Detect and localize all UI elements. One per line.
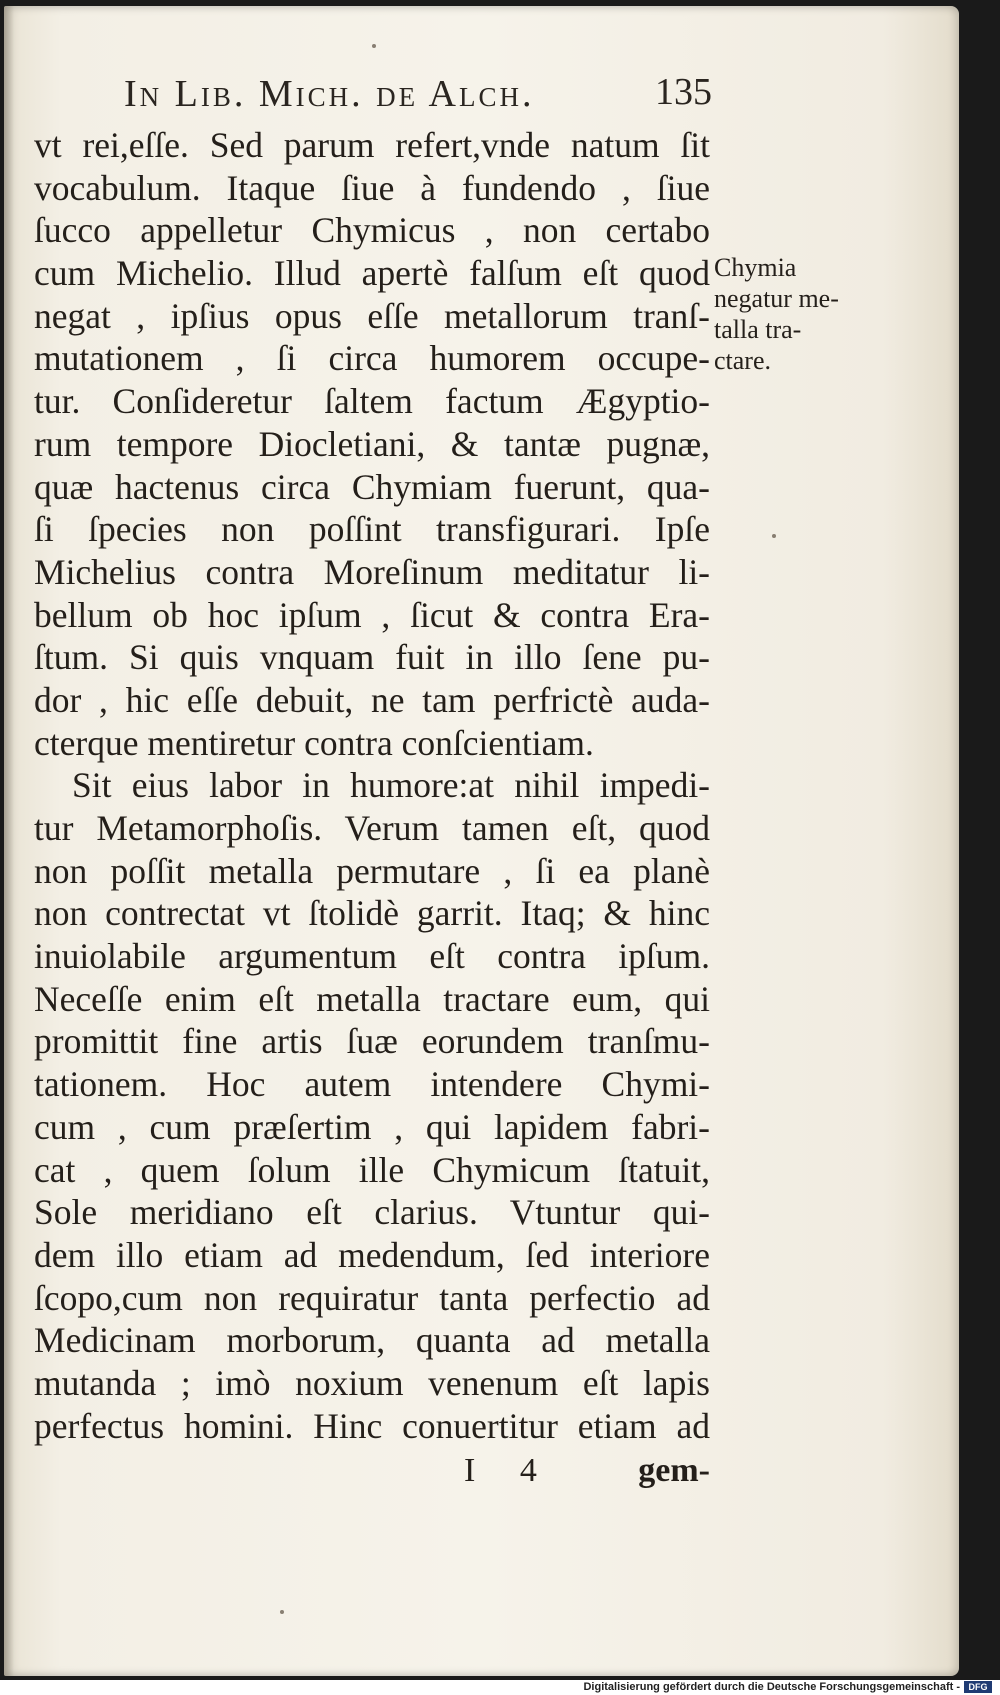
- marginal-note-line: talla tra-: [714, 315, 802, 344]
- paper-speck: [772, 534, 776, 538]
- body-text: [34, 124, 710, 1447]
- text-line: mutanda ; imò noxium venenum eſt lapis: [34, 1362, 710, 1403]
- text-line: ſucco appelletur Chymicus , non certabo: [34, 210, 710, 251]
- signature-mark: I 4: [464, 1452, 555, 1489]
- text-line: inuiolabile argumentum eſt contra ipſum.: [34, 936, 710, 977]
- catchword: gem-: [638, 1452, 710, 1489]
- text-line: Neceſſe enim eſt metalla tractare eum, qui: [34, 978, 710, 1019]
- text-line: negat , ipſius opus eſſe metallorum tranſ-: [34, 295, 710, 336]
- text-line: Sit eius labor in humore:at nihil impedi-: [72, 765, 710, 806]
- text-line: tationem. Hoc autem intendere Chymi-: [34, 1064, 710, 1105]
- text-line: dor , hic eſſe debuit, ne tam perfrictè auda-: [34, 679, 710, 720]
- text-line: non contrectat vt ſtolidè garrit. Itaq; & hinc: [34, 893, 710, 934]
- dfg-logo: DFG: [964, 1681, 992, 1693]
- text-line: non poſſit metalla permutare , ſi ea planè: [34, 850, 710, 891]
- text-line: cat , quem ſolum ille Chymicum ſtatuit,: [34, 1149, 710, 1190]
- text-line: cterque mentiretur contra conſcientiam.: [34, 722, 594, 763]
- text-line: tur Metamorphoſis. Verum tamen eſt, quod: [34, 808, 710, 848]
- text-line: ſi ſpecies non poſſint transfigurari. Ipſe: [34, 509, 710, 550]
- text-line: perfectus homini. Hinc conuertitur etiam ad: [34, 1405, 710, 1446]
- page-footer-line: [34, 1452, 710, 1496]
- marginal-note-line: negatur me-: [714, 284, 839, 313]
- text-line: ſcopo,cum non requiratur tanta perfectio ad: [34, 1277, 710, 1318]
- running-head: In Lib. Mich. de Alch.: [124, 73, 535, 115]
- text-line: mutationem , ſi circa humorem occupe-: [34, 338, 710, 379]
- page-gutter-shadow: [4, 6, 14, 1676]
- text-line: vocabulum. Itaque ſiue à fundendo , ſiue: [34, 167, 710, 208]
- marginal-note: [714, 252, 874, 376]
- paper-speck: [372, 44, 376, 48]
- text-line: cum , cum præſertim , qui lapidem fabri-: [34, 1106, 710, 1147]
- digitization-credit: Digitalisierung gefördert durch die Deutsche Forschungsgemeinschaft -: [583, 1681, 960, 1693]
- marginal-note-line: ctare.: [714, 346, 772, 375]
- text-line: tur. Conſideretur ſaltem factum Ægyptio-: [34, 381, 710, 422]
- text-line: dem illo etiam ad medendum, ſed interiore: [34, 1234, 710, 1275]
- text-line: Michelius contra Moreſinum meditatur li-: [34, 551, 710, 592]
- text-line: Medicinam morborum, quanta ad metalla: [34, 1320, 710, 1361]
- text-line: cum Michelio. Illud apertè falſum eſt quod: [34, 253, 710, 294]
- text-line: Sole meridiano eſt clarius. Vtuntur qui-: [34, 1192, 710, 1233]
- paper-speck: [280, 1610, 284, 1614]
- text-line: ſtum. Si quis vnquam fuit in illo ſene pu-: [34, 637, 710, 678]
- text-line: vt rei,eſſe. Sed parum refert,vnde natum ſit: [34, 125, 710, 165]
- text-line: promittit fine artis ſuæ eorundem tranſmu-: [34, 1021, 710, 1062]
- page-number: 135: [655, 71, 712, 113]
- text-line: quæ hactenus circa Chymiam fuerunt, qua-: [34, 466, 710, 507]
- text-line: rum tempore Diocletiani, & tantæ pugnæ,: [34, 423, 710, 464]
- text-line: bellum ob hoc ipſum , ſicut & contra Era-: [34, 594, 710, 635]
- marginal-note-line: Chymia: [714, 253, 797, 282]
